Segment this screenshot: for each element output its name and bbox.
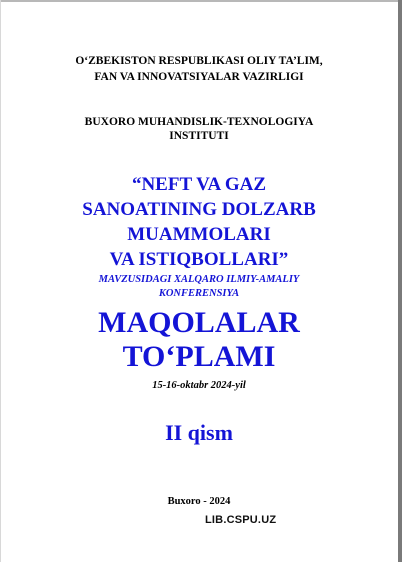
conference-title-line-3: MUAMMOLARI [127, 224, 271, 245]
ministry-line-2: FAN VA INNOVATSIYALAR VAZIRLIGI [94, 71, 304, 83]
collection-title-line-2: TO‘PLAMI [122, 340, 276, 373]
ministry-line-1: O‘ZBEKISTON RESPUBLIKASI OLIY TA’LIM, [75, 55, 323, 67]
conference-subtitle-line-1: MAVZUSIDAGI XALQARO ILMIY-AMALIY [98, 274, 300, 285]
library-watermark: LIB.CSPU.UZ [205, 514, 277, 526]
part-label: II qism [165, 420, 233, 445]
conference-title-line-2: SANOATINING DOLZARB [82, 199, 316, 220]
collection-title-line-1: MAQOLALAR [98, 306, 300, 339]
institute-line-2: INSTITUTI [169, 130, 229, 142]
place-year: Buxoro - 2024 [167, 496, 231, 507]
top-border [0, 0, 398, 2]
conference-date: 15-16-oktabr 2024-yil [152, 380, 246, 391]
conference-subtitle-line-2: KONFERENSIYA [158, 288, 240, 299]
conference-title-line-4: VA ISTIQBOLLARI” [109, 249, 289, 270]
institute-line-1: BUXORO MUHANDISLIK-TEXNOLOGIYA [84, 116, 314, 128]
conference-title-line-1: “NEFT VA GAZ [131, 174, 267, 195]
